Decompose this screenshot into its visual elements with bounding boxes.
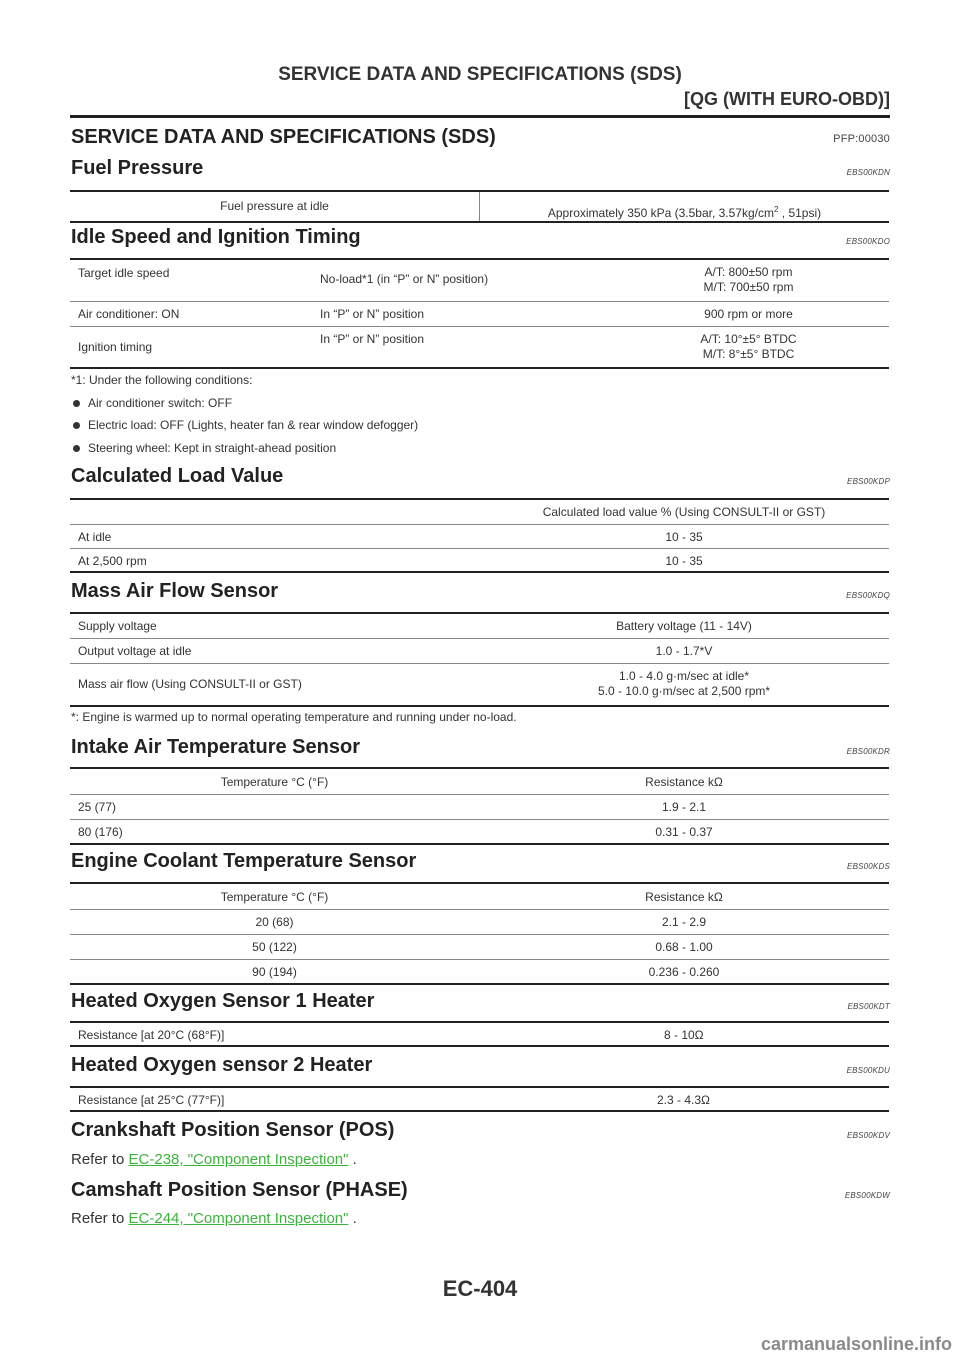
table-row [70,613,889,638]
table-cell: Ignition timing [70,326,312,368]
maf-code: EBS00KDQ [846,591,890,600]
ckp-refer: Refer to EC-238, "Component Inspection" . [71,1151,357,1168]
calc-load-code: EBS00KDP [847,477,890,486]
page-number: EC-404 [442,1276,518,1301]
ckp-heading: Crankshaft Position Sensor (POS) [71,1119,395,1141]
table-cell: 20 (68) [70,909,479,934]
fuel-pressure-table [70,190,889,223]
ho2s1-heading: Heated Oxygen Sensor 1 Heater [71,990,375,1012]
table-cell: 900 rpm or more [608,301,889,326]
table-cell: Target idle speed [70,259,312,301]
bullet-icon [73,445,80,452]
table-cell: Output voltage at idle [70,638,479,663]
list-item: Electric load: OFF (Lights, heater fan & rear window defogger) [73,418,418,432]
table-row [70,819,889,844]
table-cell: A/T: 10°±5° BTDC M/T: 8°±5° BTDC [608,326,889,368]
table-cell: Resistance [at 25°C (77°F)] [70,1087,479,1111]
ckp-code: EBS00KDV [847,1131,890,1140]
fuel-pressure-code: EBS00KDN [846,168,890,177]
table-cell: 0.31 - 0.37 [479,819,889,844]
table-row [70,663,889,706]
table-cell: 90 (194) [70,959,479,984]
ckp-link[interactable]: EC-238, "Component Inspection" [128,1151,349,1168]
table-row [70,524,889,548]
ect-heading: Engine Coolant Temperature Sensor [71,850,417,872]
table-cell: 10 - 35 [479,548,889,572]
table-cell: 25 (77) [70,794,479,819]
iat-code: EBS00KDR [846,747,890,756]
table-row [70,499,889,524]
table-cell: 0.236 - 0.260 [479,959,889,984]
watermark: carmanualsonline.info [760,1334,952,1354]
page-header-subtitle: [QG (WITH EURO-OBD)] [684,89,890,109]
table-cell: 1.9 - 2.1 [479,794,889,819]
table-row [70,909,889,934]
table-row [70,768,889,794]
table-row [70,326,889,368]
cmp-refer: Refer to EC-244, "Component Inspection" . [71,1210,357,1227]
table-row [70,1022,889,1046]
table-cell: 1.0 - 1.7*V [479,638,889,663]
list-item: Air conditioner switch: OFF [73,396,232,410]
maf-table [70,612,889,707]
ho2s1-table [70,1021,889,1047]
table-row [70,1087,889,1111]
cmp-link[interactable]: EC-244, "Component Inspection" [128,1210,349,1227]
maf-note: *: Engine is warmed up to normal operating temperature and running under no-load. [71,710,517,724]
cmp-heading: Camshaft Position Sensor (PHASE) [71,1179,408,1201]
ho2s1-code: EBS00KDT [847,1002,890,1011]
ho2s2-heading: Heated Oxygen sensor 2 Heater [71,1054,373,1076]
table-cell: Mass air flow (Using CONSULT-II or GST) [70,663,479,706]
ect-table [70,882,889,985]
table-cell: 50 (122) [70,934,479,959]
calc-load-table [70,498,889,573]
table-cell: Supply voltage [70,613,479,638]
table-row [70,301,889,326]
idle-speed-heading: Idle Speed and Ignition Timing [71,226,361,248]
table-row [70,638,889,663]
table-cell: Battery voltage (11 - 14V) [479,613,889,638]
fuel-pressure-label: Fuel pressure at idle [70,191,480,222]
table-header-cell: Temperature °C (°F) [70,883,479,909]
ho2s2-table [70,1086,889,1112]
table-cell: 1.0 - 4.0 g·m/sec at idle* 5.0 - 10.0 g·m/sec at 2,500 rpm* [479,663,889,706]
header-rule [70,115,890,118]
idle-speed-table [70,258,889,369]
table-header-cell: Resistance kΩ [479,883,889,909]
table-cell: A/T: 800±50 rpm M/T: 700±50 rpm [608,259,889,301]
main-code: PFP:00030 [833,133,890,145]
maf-heading: Mass Air Flow Sensor [71,580,279,602]
table-row [70,548,889,572]
iat-table [70,767,889,845]
iat-heading: Intake Air Temperature Sensor [71,736,360,758]
section-main-title: SERVICE DATA AND SPECIFICATIONS (SDS) [71,126,496,148]
table-cell: At idle [70,524,479,548]
bullet-icon [73,400,80,407]
table-row [70,794,889,819]
table-header-cell: Resistance kΩ [479,768,889,794]
idle-speed-code: EBS00KDO [846,237,890,246]
bullet-icon [73,422,80,429]
list-item: Steering wheel: Kept in straight-ahead position [73,441,336,455]
table-header-cell: Calculated load value % (Using CONSULT-II or GST) [479,499,889,524]
cmp-code: EBS00KDW [844,1191,890,1200]
fuel-pressure-heading: Fuel Pressure [71,157,204,179]
idle-speed-note: *1: Under the following conditions: [71,373,253,387]
table-cell: In “P” or N” position [312,301,608,326]
ect-code: EBS00KDS [847,862,890,871]
calc-load-heading: Calculated Load Value [71,465,284,487]
fuel-pressure-value: Approximately 350 kPa (3.5bar, $3.57kg/cm^2$ , 51psi) [480,191,890,222]
table-cell: 2.3 - 4.3Ω [479,1087,889,1111]
table-row [70,883,889,909]
table-cell: 80 (176) [70,819,479,844]
table-cell: 0.68 - 1.00 [479,934,889,959]
table-cell: 2.1 - 2.9 [479,909,889,934]
table-row [70,934,889,959]
page-header-title: SERVICE DATA AND SPECIFICATIONS (SDS) [278,64,682,85]
table-cell: Air conditioner: ON [70,301,312,326]
table-row [70,259,889,301]
table-cell: 10 - 35 [479,524,889,548]
table-header-cell: Temperature °C (°F) [70,768,479,794]
table-cell: 8 - 10Ω [479,1022,889,1046]
table-row [70,959,889,984]
table-cell: In “P” or N” position [312,326,608,368]
table-cell: Resistance [at 20°C (68°F)] [70,1022,479,1046]
table-cell: No-load*1 (in “P” or N” position) [312,259,608,301]
table-cell: At 2,500 rpm [70,548,479,572]
ho2s2-code: EBS00KDU [846,1066,890,1075]
